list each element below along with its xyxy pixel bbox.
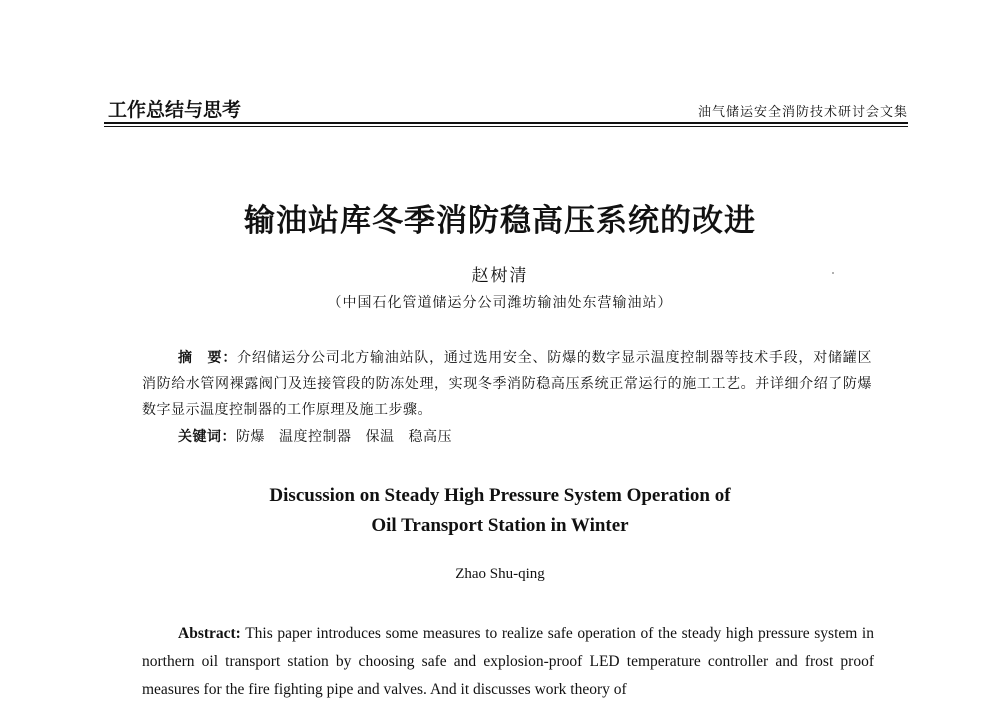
keyword: 防爆: [236, 429, 265, 445]
header-rule-thick: [104, 122, 908, 124]
author-en: Zhao Shu-qing: [455, 566, 545, 582]
author-cn: 赵树清: [471, 266, 529, 286]
abstract-en: [142, 620, 874, 704]
paper-title-cn: 输油站库冬季消防稳高压系统的改进: [244, 203, 756, 239]
abstract-en-text: This paper introduces some measures to realize safe operation of the steady high pressure system in northern oil transport station by choosing safe and explosion-proof LED temperature controller and frost proof measures for the fire fighting pipe and valves. And it discusses work theory of: [142, 625, 874, 698]
paper-title-en: [0, 481, 1000, 541]
journal-header: 油气储运安全消防技术研讨会文集: [697, 105, 908, 120]
keyword: 稳高压: [408, 429, 452, 445]
abstract-cn-label: 摘 要：: [178, 350, 238, 366]
scan-speck: [832, 272, 834, 274]
header-rule-thin: [104, 126, 908, 127]
section-header: 工作总结与思考: [108, 99, 242, 121]
affiliation-cn: （中国石化管道储运分公司潍坊输油处东营输油站）: [327, 295, 673, 311]
abstract-cn-text: 介绍储运分公司北方输油站队，通过选用安全、防爆的数字显示温度控制器等技术手段，对储罐区消防给水管网裸露阀门及连接管段的防冻处理，实现冬季消防稳高压系统正常运行的施工工艺。并详细介绍了防爆数字显示温度控制器的工作原理及施工步骤。: [142, 350, 873, 418]
title-en-line2: Oil Transport Station in Winter: [371, 515, 629, 536]
title-en-line1: Discussion on Steady High Pressure System Operation of: [269, 485, 731, 506]
abstract-cn: [142, 345, 872, 423]
keywords-cn: [178, 426, 466, 446]
keywords-label: 关键词：: [178, 429, 236, 445]
abstract-en-label: Abstract:: [178, 625, 241, 642]
keyword: 保温: [365, 429, 395, 445]
keyword: 温度控制器: [279, 429, 352, 445]
